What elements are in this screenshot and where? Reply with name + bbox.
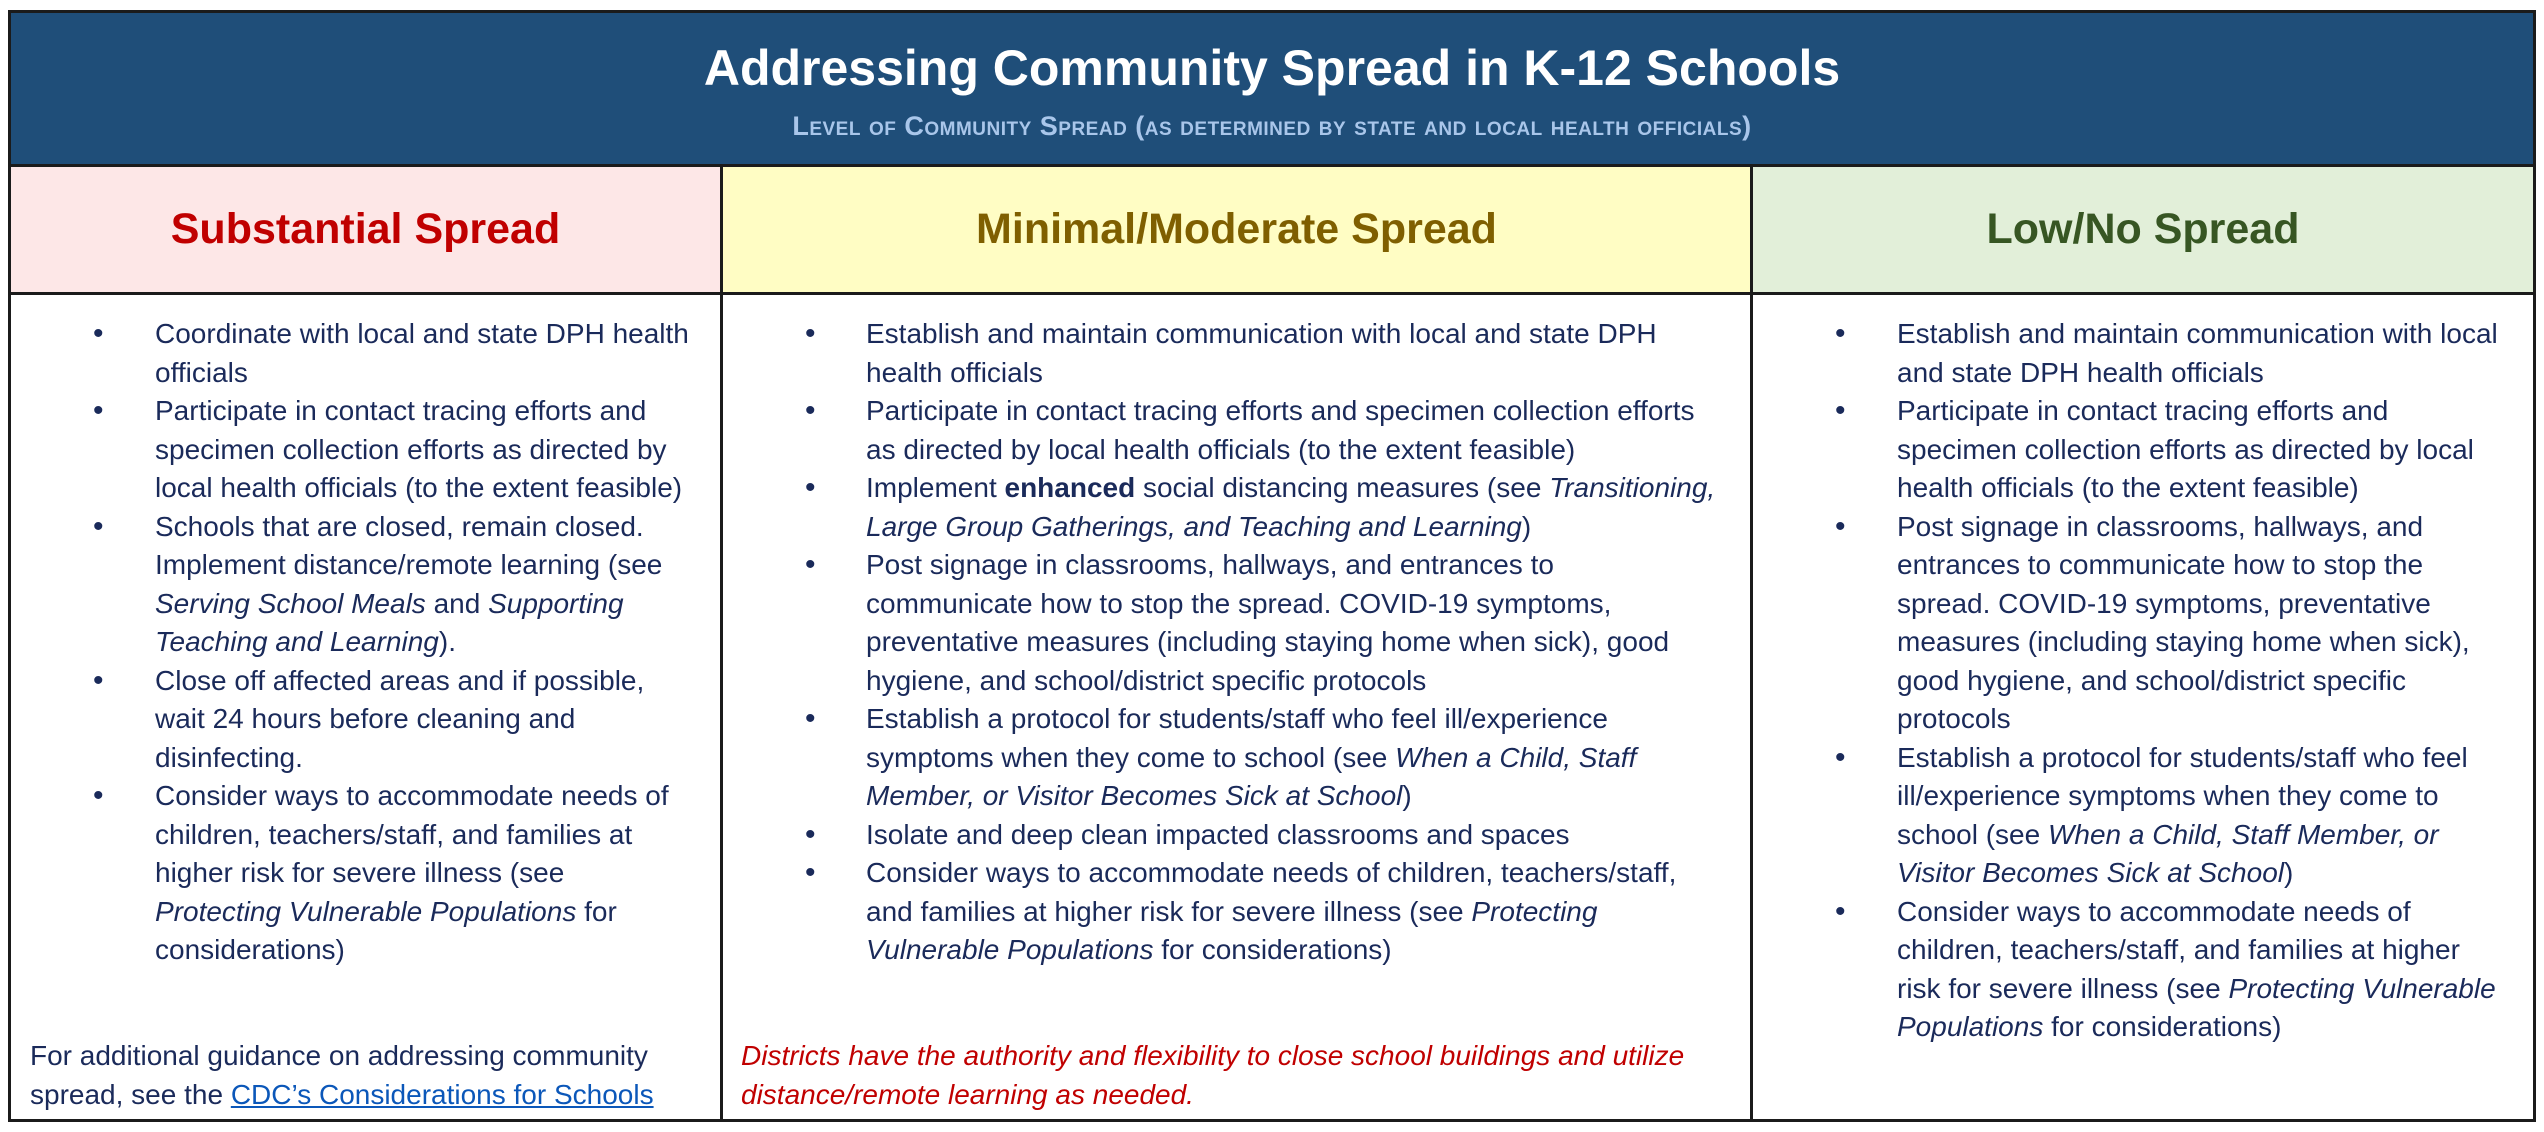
list-item bbox=[11, 662, 696, 778]
item-text: social distancing measures (see bbox=[1135, 472, 1550, 503]
item-text: Close off affected areas and if possible, wait 24 hours before cleaning and disinfecting. bbox=[155, 664, 645, 773]
item-text: for considerations) bbox=[155, 895, 617, 965]
column-heading-low: Low/No Spread bbox=[1753, 167, 2533, 295]
column-moderate-spread bbox=[723, 167, 1753, 1119]
item-text: ) bbox=[2283, 857, 2294, 888]
item-text: Consider ways to accommodate needs of children, teachers/staff, and families at higher risk for severe illness (see bbox=[1897, 895, 2460, 1004]
item-text: Consider ways to accommodate needs of children, teachers/staff, and families at higher risk for severe illness (see bbox=[155, 780, 669, 888]
list-item bbox=[11, 777, 696, 970]
item-text: Participate in contact tracing efforts and specimen collection efforts as directed by local health officials (to the extent feasible) bbox=[866, 395, 1695, 465]
item-reference: When a Child, Staff Member, or Visitor Becomes Sick at School bbox=[866, 741, 1637, 811]
substantial-list bbox=[11, 295, 720, 970]
item-text: Consider ways to accommodate needs of children, teachers/staff, and families at higher risk for severe illness (see bbox=[866, 857, 1677, 927]
item-text: Establish and maintain communication with local and state DPH health officials bbox=[866, 318, 1657, 388]
list-item bbox=[723, 816, 1726, 855]
page-title: Addressing Community Spread in K-12 Schools bbox=[703, 40, 1841, 96]
column-substantial-spread bbox=[11, 167, 723, 1119]
item-reference: Protecting Vulnerable Populations bbox=[155, 895, 577, 927]
item-text: Participate in contact tracing efforts and specimen collection efforts as directed by local health officials (to the extent feasible) bbox=[1897, 395, 2474, 503]
list-item bbox=[11, 392, 696, 508]
note-text: For additional guidance on addressing community spread, see the bbox=[30, 1040, 648, 1110]
item-text: Schools that are closed, remain closed. Implement distance/remote learning (see bbox=[155, 510, 663, 580]
list-item bbox=[723, 315, 1726, 392]
item-text: for considerations) bbox=[2043, 1011, 2282, 1042]
list-item bbox=[11, 315, 696, 392]
item-text: ) bbox=[1521, 510, 1532, 542]
item-text: Establish and maintain communication with local and state DPH health officials bbox=[1897, 318, 2498, 388]
cdc-considerations-link[interactable]: CDC’s Considerations for Schools bbox=[230, 1078, 654, 1110]
item-text: Post signage in classrooms, hallways, and entrances to communicate how to stop the spread. COVID-19 symptoms, preventative measures (including staying home when sick), good hygiene, and school/district specific protocols bbox=[866, 549, 1670, 696]
item-text: Post signage in classrooms, hallways, and entrances to communicate how to stop the spread. COVID-19 symptoms, preventative measures (including staying home when sick), good hygiene, and school/district specific protocols bbox=[1897, 510, 2470, 734]
column-heading-substantial: Substantial Spread bbox=[11, 167, 720, 295]
item-text: Isolate and deep clean impacted classrooms and spaces bbox=[866, 818, 1570, 850]
item-text: for considerations) bbox=[1153, 934, 1392, 965]
item-text: Establish a protocol for students/staff who feel ill/experience symptoms when they come to school (see bbox=[1897, 741, 2468, 850]
item-text: ) bbox=[1402, 780, 1412, 811]
column-heading-moderate: Minimal/Moderate Spread bbox=[723, 167, 1750, 295]
list-item bbox=[723, 392, 1726, 469]
item-emphasis: enhanced bbox=[1004, 472, 1136, 503]
list-item bbox=[723, 469, 1726, 546]
page-subtitle: Level of Community Spread (as determined by state and local health officials) bbox=[792, 111, 1752, 141]
table-banner bbox=[11, 13, 2533, 167]
item-reference: When a Child, Staff Member, or Visitor Becomes Sick at School bbox=[1897, 818, 2439, 888]
item-text: and bbox=[425, 587, 489, 619]
item-reference: Protecting Vulnerable Populations bbox=[866, 895, 1598, 965]
item-text: Coordinate with local and state DPH health officials bbox=[155, 318, 689, 388]
list-item bbox=[1753, 315, 2509, 392]
district-authority-notice: Districts have the authority and flexibility to close school buildings and utilize distance/remote learning as needed. bbox=[741, 1040, 1685, 1110]
column-low-spread bbox=[1753, 167, 2533, 1119]
item-reference: Protecting Vulnerable Populations bbox=[1897, 972, 2496, 1042]
item-text: ). bbox=[438, 626, 456, 657]
item-reference: Supporting Teaching and Learning bbox=[155, 587, 624, 657]
item-text: Implement bbox=[866, 472, 1005, 503]
item-reference: Serving School Meals bbox=[155, 587, 426, 619]
list-item bbox=[723, 854, 1726, 970]
guidance-table bbox=[8, 10, 2536, 1122]
list-item bbox=[11, 508, 696, 662]
list-item bbox=[1753, 893, 2509, 1047]
low-list bbox=[1753, 295, 2533, 1047]
list-item bbox=[723, 700, 1726, 816]
list-item bbox=[1753, 508, 2509, 739]
additional-guidance-note bbox=[30, 1037, 700, 1114]
list-item bbox=[723, 546, 1726, 700]
list-item bbox=[1753, 392, 2509, 508]
item-reference: Transitioning, Large Group Gatherings, and Teaching and Learning bbox=[866, 472, 1716, 542]
item-text: Participate in contact tracing efforts and specimen collection efforts as directed by local health officials (to the extent feasible) bbox=[155, 395, 683, 503]
moderate-list bbox=[723, 295, 1750, 970]
item-text: Establish a protocol for students/staff who feel ill/experience symptoms when they come to school (see bbox=[866, 703, 1608, 773]
list-item bbox=[1753, 739, 2509, 893]
